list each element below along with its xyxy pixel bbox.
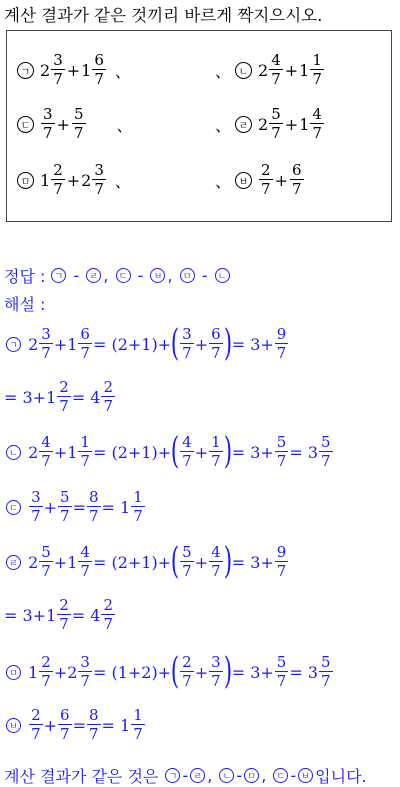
choice-nieun: 、 ㄴ 2 $\frac{4}{7}$ + 1 $\frac{1}{7}$ [215,51,322,88]
solution-giyeok-2: = 3+1 $\frac{2}{7}$ = 4 $\frac{2}{7}$ [4,378,114,415]
mark-circle: ㄱ [17,62,34,79]
separator: 、 [215,115,232,135]
solution-rieul-2: = 3+1 $\frac{2}{7}$ = 4 $\frac{2}{7}$ [4,596,114,633]
fraction: $\frac{3}{7}$ [94,161,104,198]
choice-rieul: 、 ㄹ 2 $\frac{5}{7}$ + 1 $\frac{4}{7}$ [215,105,322,142]
fraction: $\frac{6}{7}$ [94,51,104,88]
fraction: $\frac{3}{7}$ [43,105,53,142]
solution-nieun: ㄴ 2 $\frac{4}{7}$ +1 $\frac{1}{7}$ = (2+1)+ ( $\frac{4}{7}$ + $\frac{1}{7}$ ) = 3+ $\frac{5}{7}$ = 3 $\frac{5}{7}$ [4,434,334,470]
solution-rieul-1: ㄹ 2 $\frac{5}{7}$ +1 $\frac{4}{7}$ = (2+1)+ ( $\frac{5}{7}$ + $\frac{4}{7}$ ) = 3+ $\frac{9}{7}$ [4,544,289,580]
fraction: $\frac{4}{7}$ [271,51,281,88]
mark-circle: ㅂ [235,172,252,189]
solution-bieup: ㅂ $\frac{2}{7}$ + $\frac{6}{7}$ = $\frac{8}{7}$ = 1 $\frac{1}{7}$ [4,708,146,742]
solution-digeut: ㄷ $\frac{3}{7}$ + $\frac{5}{7}$ = $\frac{8}{7}$ = 1 $\frac{1}{7}$ [4,490,146,524]
fraction: $\frac{2}{7}$ [261,161,271,198]
choice-mieum: ㅁ 1 $\frac{2}{7}$ + 2 $\frac{3}{7}$ 、 [17,163,131,197]
solution-mieum: ㅁ 1 $\frac{2}{7}$ +2 $\frac{3}{7}$ = (1+2)+ ( $\frac{2}{7}$ + $\frac{3}{7}$ ) = 3+ $\frac{5}{7}$ = 3 $\frac{5}{7}$ [4,654,334,690]
choice-bieup: 、 ㅂ $\frac{2}{7}$ + $\frac{6}{7}$ [215,161,302,198]
separator: 、 [116,115,133,135]
separator: 、 [215,61,232,81]
fraction: $\frac{2}{7}$ [53,161,63,198]
choice-digeut: ㄷ $\frac{3}{7}$ + $\frac{5}{7}$ 、 [17,107,133,141]
mark-circle: ㅁ [17,172,34,189]
mark-circle: ㄹ [235,116,252,133]
answer-label: 정답 : [4,267,46,286]
separator: 、 [114,61,131,81]
question-title: 계산 결과가 같은 것끼리 바르게 짝지으시오. [4,6,323,25]
choices-box [6,30,392,222]
choice-giyeok: ㄱ 2 $\frac{3}{7}$ + 1 $\frac{6}{7}$ 、 [17,53,131,87]
conclusion-line: 계산 결과가 같은 것은 ㄱ - ㄹ , ㄴ - ㅁ , ㄷ - ㅂ 입니다. [4,766,367,786]
answer-line: 정답 : ㄱ - ㄹ , ㄷ - ㅂ , ㅁ - ㄴ [4,264,232,287]
separator: 、 [215,171,232,191]
fraction: $\frac{6}{7}$ [291,161,302,198]
fraction: $\frac{4}{7}$ [312,105,322,142]
fraction: $\frac{3}{7}$ [53,51,63,88]
fraction: $\frac{1}{7}$ [312,51,322,88]
fraction: $\frac{5}{7}$ [271,105,281,142]
mark-circle: ㄷ [17,116,34,133]
mark-circle: ㄴ [235,62,252,79]
explanation-label: 해설 : [4,295,46,314]
solution-giyeok-1: ㄱ 2 $\frac{3}{7}$ +1 $\frac{6}{7}$ = (2+1)+ ( $\frac{3}{7}$ + $\frac{6}{7}$ ) = 3+ $\frac{9}{7}$ [4,326,289,362]
fraction: $\frac{5}{7}$ [73,105,84,142]
separator: 、 [114,171,131,191]
